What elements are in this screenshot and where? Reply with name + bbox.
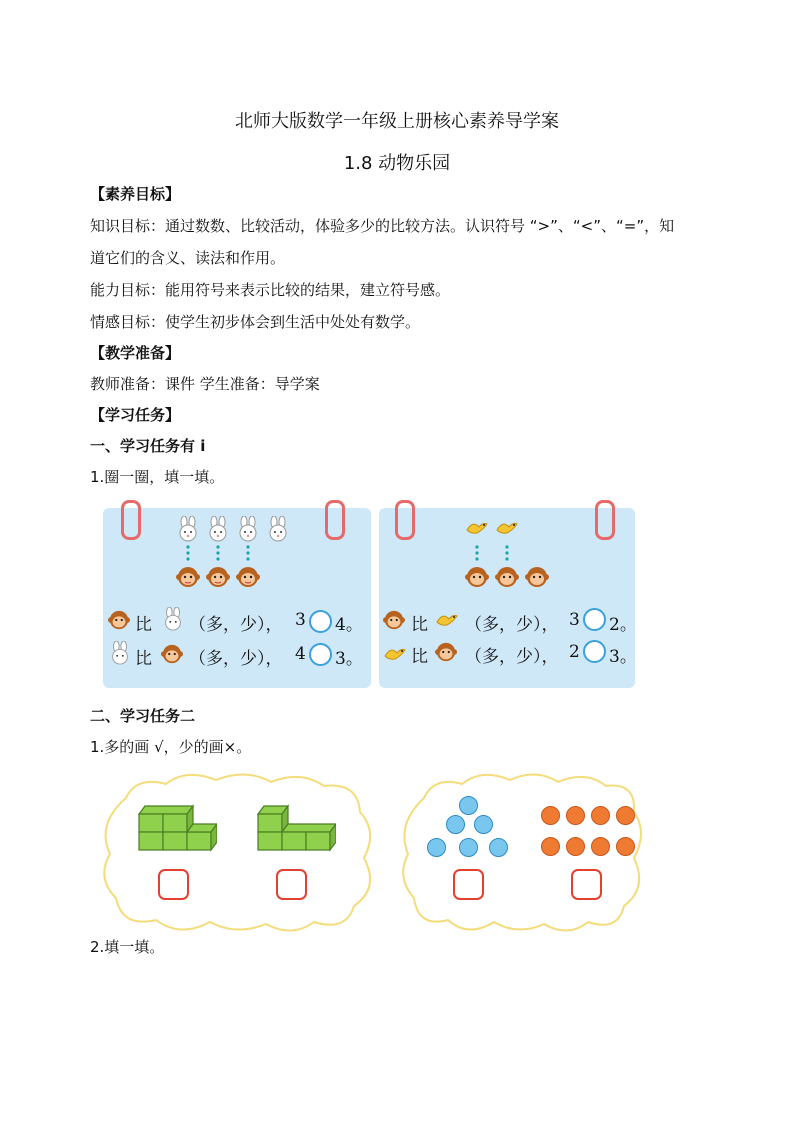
number-a: 4 [295, 644, 306, 664]
option-text: （多，少）， [189, 649, 283, 669]
answer-circle[interactable] [309, 643, 332, 666]
number-a: 3 [569, 610, 580, 630]
orange-dot [541, 806, 560, 825]
monkey-icon [108, 609, 130, 631]
rabbit-icon [265, 516, 291, 542]
paperclip-icon [395, 500, 415, 540]
paperclip-icon [121, 500, 141, 540]
bird-icon [495, 518, 519, 538]
monkey-icon [383, 609, 405, 631]
task2-question-2: 2.填一填。 [90, 938, 165, 956]
bird-icon [383, 644, 407, 664]
goals-heading: 【素养目标】 [90, 185, 181, 203]
rabbit-icon [235, 516, 261, 542]
exercise-card-right [379, 508, 635, 688]
cube-icon [135, 800, 217, 855]
rabbit-icon [161, 607, 185, 631]
monkey-icon [525, 565, 549, 589]
orange-dot [541, 837, 560, 856]
task2-question-1: 1.多的画 √，少的画×。 [90, 738, 252, 756]
answer-box[interactable] [158, 869, 189, 900]
goal-knowledge-line1: 知识目标：通过数数、比较活动，体验多少的比较方法。认识符号 “>”、“<”、“=”，知 [90, 217, 675, 235]
monkey-icon [435, 641, 457, 663]
orange-dot [591, 837, 610, 856]
cube-icon [254, 800, 336, 855]
orange-dot [566, 806, 585, 825]
task1-heading: 一、学习任务有 i [90, 437, 206, 455]
answer-box[interactable] [571, 869, 602, 900]
rabbit-icon [175, 516, 201, 542]
number-a: 2 [569, 642, 580, 662]
answer-circle[interactable] [583, 608, 606, 631]
task2-heading: 二、学习任务二 [90, 707, 196, 725]
dotted-connector [472, 544, 512, 564]
monkey-icon [465, 565, 489, 589]
blue-dot [459, 796, 478, 815]
blue-dot [489, 838, 508, 857]
answer-box[interactable] [276, 869, 307, 900]
rabbit-icon [108, 641, 132, 665]
goal-emotion: 情感目标：使学生初步体会到生活中处处有数学。 [90, 313, 421, 331]
monkey-icon [236, 565, 260, 589]
option-text: （多，少）， [465, 615, 559, 635]
compare-word: 比 [135, 615, 152, 635]
blue-dot [459, 838, 478, 857]
paperclip-icon [325, 500, 345, 540]
exercise-card-left [103, 508, 371, 688]
lesson-subtitle: 1.8 动物乐园 [343, 153, 451, 174]
number-b: 3。 [609, 647, 637, 667]
goal-knowledge-line2: 道它们的含义、读法和作用。 [90, 249, 286, 267]
bird-icon [465, 518, 489, 538]
orange-dot [566, 837, 585, 856]
compare-word: 比 [411, 615, 428, 635]
compare-word: 比 [411, 647, 428, 667]
page-title: 北师大版数学一年级上册核心素养导学案 [235, 111, 559, 132]
answer-box[interactable] [453, 869, 484, 900]
bird-icon [435, 610, 459, 630]
task1-question-1: 1.圈一圈，填一填。 [90, 468, 225, 486]
rabbit-icon [205, 516, 231, 542]
prep-heading: 【教学准备】 [90, 344, 181, 362]
orange-dot [616, 837, 635, 856]
number-b: 2。 [609, 615, 637, 635]
option-text: （多，少）， [465, 647, 559, 667]
number-b: 3。 [335, 649, 363, 669]
number-a: 3 [295, 610, 306, 630]
blue-dot [474, 815, 493, 834]
goal-ability: 能力目标：能用符号来表示比较的结果，建立符号感。 [90, 281, 451, 299]
answer-circle[interactable] [583, 640, 606, 663]
monkey-icon [206, 565, 230, 589]
option-text: （多，少）， [189, 615, 283, 635]
number-b: 4。 [335, 615, 363, 635]
compare-word: 比 [135, 649, 152, 669]
monkey-icon [161, 643, 183, 665]
paperclip-icon [595, 500, 615, 540]
blue-dot [427, 838, 446, 857]
prep-line: 教师准备：课件 学生准备：导学案 [90, 375, 320, 393]
orange-dot [616, 806, 635, 825]
blue-dot [446, 815, 465, 834]
answer-circle[interactable] [309, 610, 332, 633]
monkey-icon [176, 565, 200, 589]
monkey-icon [495, 565, 519, 589]
dotted-connector [183, 544, 273, 564]
orange-dot [591, 806, 610, 825]
task-heading: 【学习任务】 [90, 406, 181, 424]
